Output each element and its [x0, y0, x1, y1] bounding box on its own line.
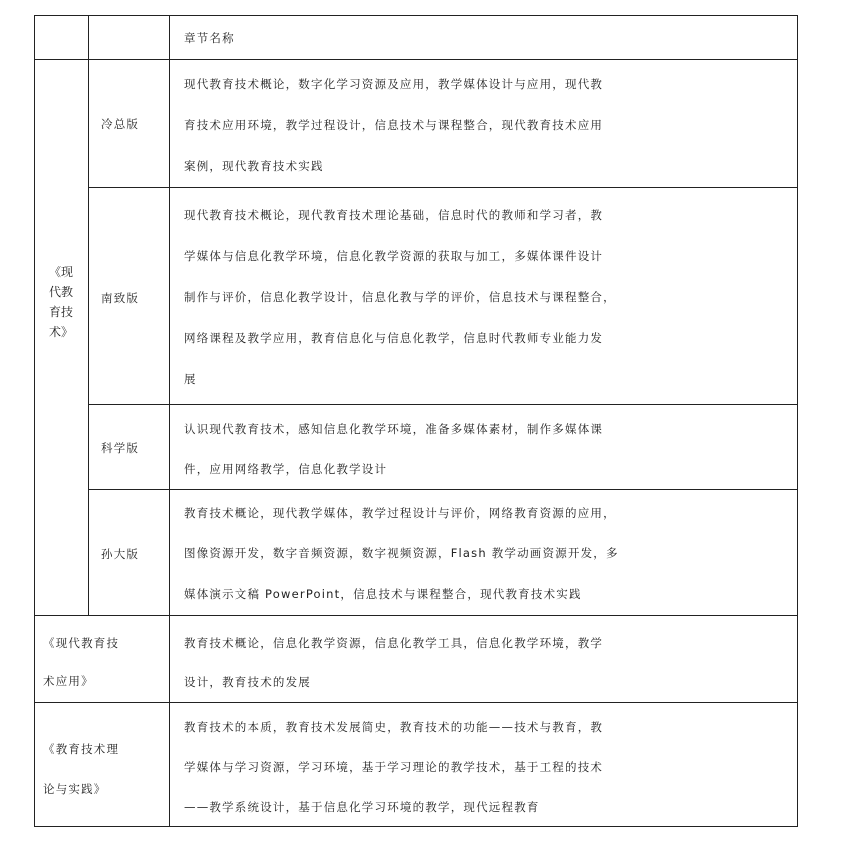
chapter-line: 教育技术概论，现代教学媒体，教学过程设计与评价，网络教育资源的应用， — [184, 506, 616, 520]
chapter-line: 图像资源开发，数字音频资源，数字视频资源，Flash 教学动画资源开发，多 — [184, 546, 619, 560]
group1-title-cell — [34, 59, 89, 616]
header-cell-3 — [169, 15, 798, 60]
group3-title-cell — [34, 702, 170, 827]
chapter-line: 学媒体与学习资源，学习环境，基于学习理论的教学技术，基于工程的技术 — [184, 760, 604, 774]
chapter-line: 件，应用网络教学，信息化教学设计 — [184, 462, 388, 476]
chapter-line: 案例，现代教育技术实践 — [184, 159, 324, 173]
chapters-cell — [169, 702, 798, 827]
chapters-cell — [169, 404, 798, 490]
group2-title-line: 《现代教育技 — [43, 636, 120, 650]
chapter-line: 展 — [184, 372, 197, 386]
edition-label: 南致版 — [101, 291, 140, 305]
chapters-cell — [169, 615, 798, 703]
group1-title: 《现 代教 育技 术》 — [48, 265, 73, 339]
header-cell-1 — [34, 15, 89, 60]
header-cell-2 — [88, 15, 170, 60]
group3-title-line: 《教育技术理 — [43, 742, 120, 756]
group2-title-line: 术应用》 — [43, 674, 94, 688]
chapter-name-header: 章节名称 — [184, 31, 235, 45]
chapter-line: 设计，教育技术的发展 — [184, 675, 311, 689]
edition-cell — [88, 187, 170, 405]
chapter-line: 现代教育技术概论，现代教育技术理论基础，信息时代的教师和学习者，教 — [184, 208, 604, 222]
chapters-cell — [169, 489, 798, 616]
edition-cell — [88, 59, 170, 188]
edition-label: 孙大版 — [101, 547, 140, 561]
chapter-line: 现代教育技术概论，数字化学习资源及应用，教学媒体设计与应用，现代教 — [184, 77, 604, 91]
edition-cell — [88, 489, 170, 616]
course-chapter-table — [34, 15, 798, 827]
chapter-line: ——教学系统设计，基于信息化学习环境的教学，现代远程教育 — [184, 800, 540, 814]
chapter-line: 媒体演示文稿 PowerPoint，信息技术与课程整合，现代教育技术实践 — [184, 587, 582, 601]
group3-title-line: 论与实践》 — [43, 782, 107, 796]
chapter-line: 育技术应用环境，教学过程设计，信息技术与课程整合，现代教育技术应用 — [184, 118, 604, 132]
chapters-cell — [169, 187, 798, 405]
edition-cell — [88, 404, 170, 490]
chapter-line: 制作与评价，信息化教学设计，信息化教与学的评价，信息技术与课程整合， — [184, 290, 616, 304]
group2-title-cell — [34, 615, 170, 703]
chapter-line: 教育技术概论，信息化教学资源，信息化教学工具，信息化教学环境，教学 — [184, 636, 604, 650]
edition-label: 冷总版 — [101, 117, 140, 131]
chapters-cell — [169, 59, 798, 188]
chapter-line: 学媒体与信息化教学环境，信息化教学资源的获取与加工，多媒体课件设计 — [184, 249, 604, 263]
chapter-line: 网络课程及教学应用，教育信息化与信息化教学，信息时代教师专业能力发 — [184, 331, 604, 345]
chapter-line: 教育技术的本质，教育技术发展简史，教育技术的功能——技术与教育，教 — [184, 720, 604, 734]
chapter-line: 认识现代教育技术，感知信息化教学环境，准备多媒体素材，制作多媒体课 — [184, 422, 604, 436]
edition-label: 科学版 — [101, 441, 140, 455]
